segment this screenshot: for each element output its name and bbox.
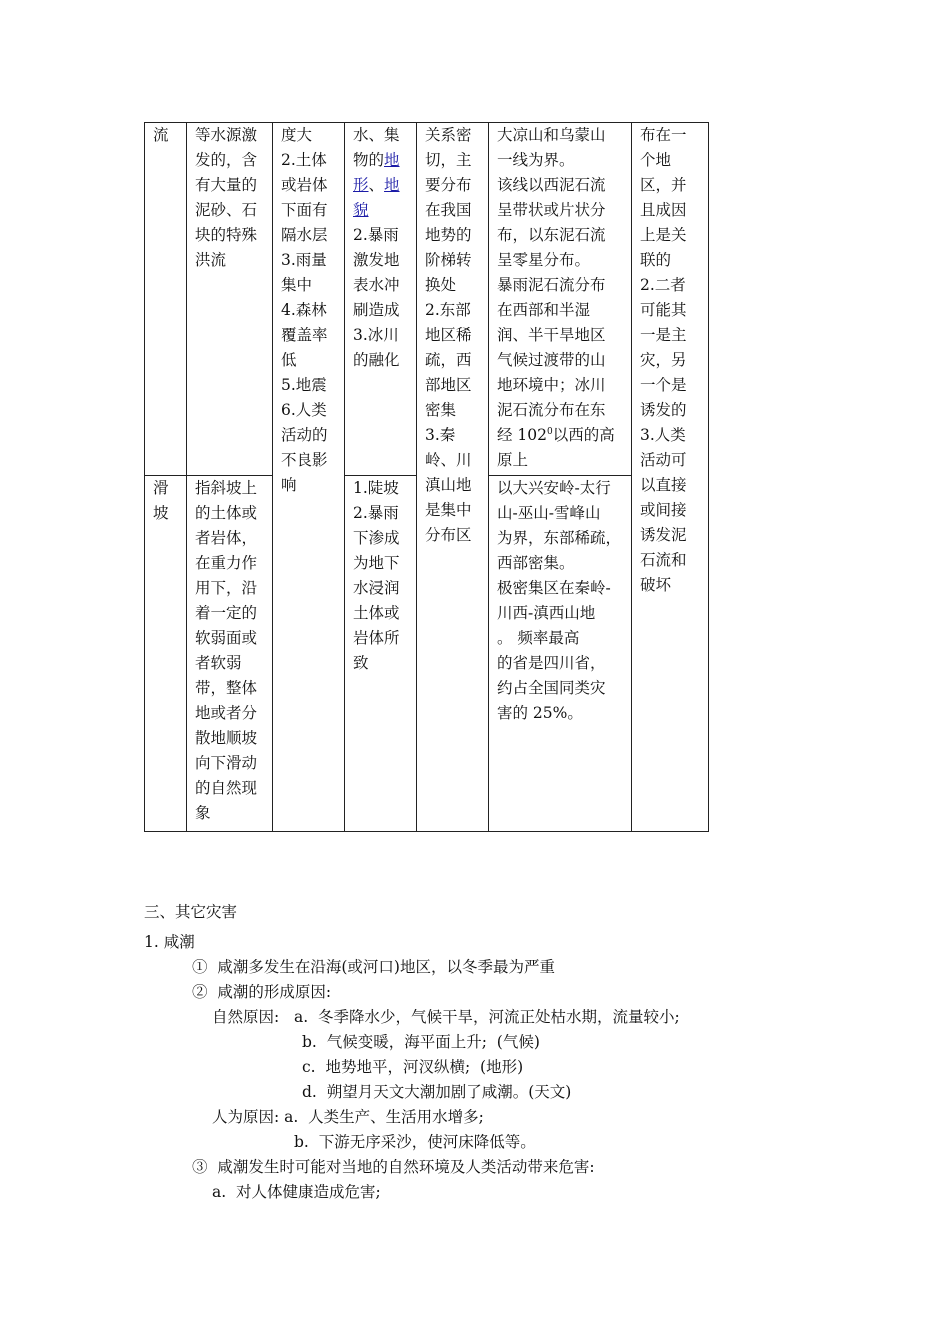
- terrain-link[interactable]: 地 形: [353, 151, 400, 194]
- row-label-debris-flow: 流: [145, 123, 187, 476]
- distribution-cell: 关系密 切，主 要分布 在我国 地势的 阶梯转 换处 2.东部 地区稀 疏，西 部地区 密集 3.秦 岭、川 滇山地 是集中 分布区: [417, 123, 489, 832]
- causes-cell: 水、集 物的地 形、地 貌 2.暴雨 激发地 表水冲 刷造成 3.冰川 的融化: [345, 123, 417, 476]
- definition-cell: 等水源激 发的，含 有大量的 泥砂、石 块的特殊 洪流: [187, 123, 273, 476]
- region-cell: 以大兴安岭-太行 山-巫山-雪峰山 为界，东部稀疏， 西部密集。 极密集区在秦岭- 川西-滇西山地 。 频率最高 的省是四川省， 约占全国同类灾 害的 25%。: [489, 476, 632, 832]
- list-item: c. 地势地平，河汊纵横; (地形): [302, 1058, 524, 1076]
- list-item: 人为原因: a. 人类生产、生活用水增多;: [212, 1108, 484, 1126]
- list-item: ③ 咸潮发生时可能对当地的自然环境及人类活动带来危害:: [192, 1158, 595, 1176]
- subsection-title: 1. 咸潮: [144, 933, 195, 951]
- causes-text: 水、集 物的: [353, 126, 400, 169]
- conditions-cell: 度大 2.土体 或岩体 下面有 隔水层 3.雨量 集中 4.森林 覆盖率 低 5.地震 6.人类 活动的 不良影 响: [273, 123, 345, 832]
- causes-text-2: 2.暴雨 激发地 表水冲 刷造成 3.冰川 的融化: [353, 226, 400, 369]
- disaster-table: [144, 122, 709, 832]
- region-cell: 大凉山和乌蒙山 一线为界。 该线以西泥石流 呈带状或片状分 布，以东泥石流 呈零星分布。 暴雨泥石流分布 在西部和半湿 润、半干旱地区 气候过渡带的山 地环境中；冰川 泥石流分布在东 经 $102^0$以西的高 原上: [489, 123, 632, 476]
- definition-cell: 指斜坡上 的土体或 者岩体， 在重力作 用下，沿 着一定的 软弱面或 者软弱 带，整体 地或者分 散地顺坡 向下滑动 的自然现 象: [187, 476, 273, 832]
- relation-cell: 布在一 个地 区，并 且成因 上是关 联的 2.二者 可能其 一是主 灾，另 一个是 诱发的 3.人类 活动可 以直接 或间接 诱发泥 石流和 破坏: [632, 123, 709, 832]
- list-item: a. 对人体健康造成危害;: [212, 1183, 381, 1201]
- list-item: 自然原因: a. 冬季降水少，气候干旱，河流正处枯水期，流量较小;: [212, 1008, 680, 1026]
- row-label-landslide: 滑 坡: [145, 476, 187, 832]
- table-row: [145, 123, 709, 476]
- list-item: ② 咸潮的形成原因:: [192, 983, 332, 1001]
- list-item: ① 咸潮多发生在沿海(或河口)地区，以冬季最为严重: [192, 958, 555, 976]
- list-item: b. 下游无序采沙，使河床降低等。: [294, 1133, 536, 1151]
- list-item: d. 朔望月天文大潮加剧了咸潮。(天文): [302, 1083, 572, 1101]
- section-title: 三、其它灾害: [144, 903, 238, 921]
- causes-cell: 1.陡坡 2.暴雨 下渗成 为地下 水浸润 土体或 岩体所 致: [345, 476, 417, 832]
- landform-link[interactable]: 地 貌: [353, 176, 400, 219]
- list-item: b. 气候变暖，海平面上升; (气候): [302, 1033, 540, 1051]
